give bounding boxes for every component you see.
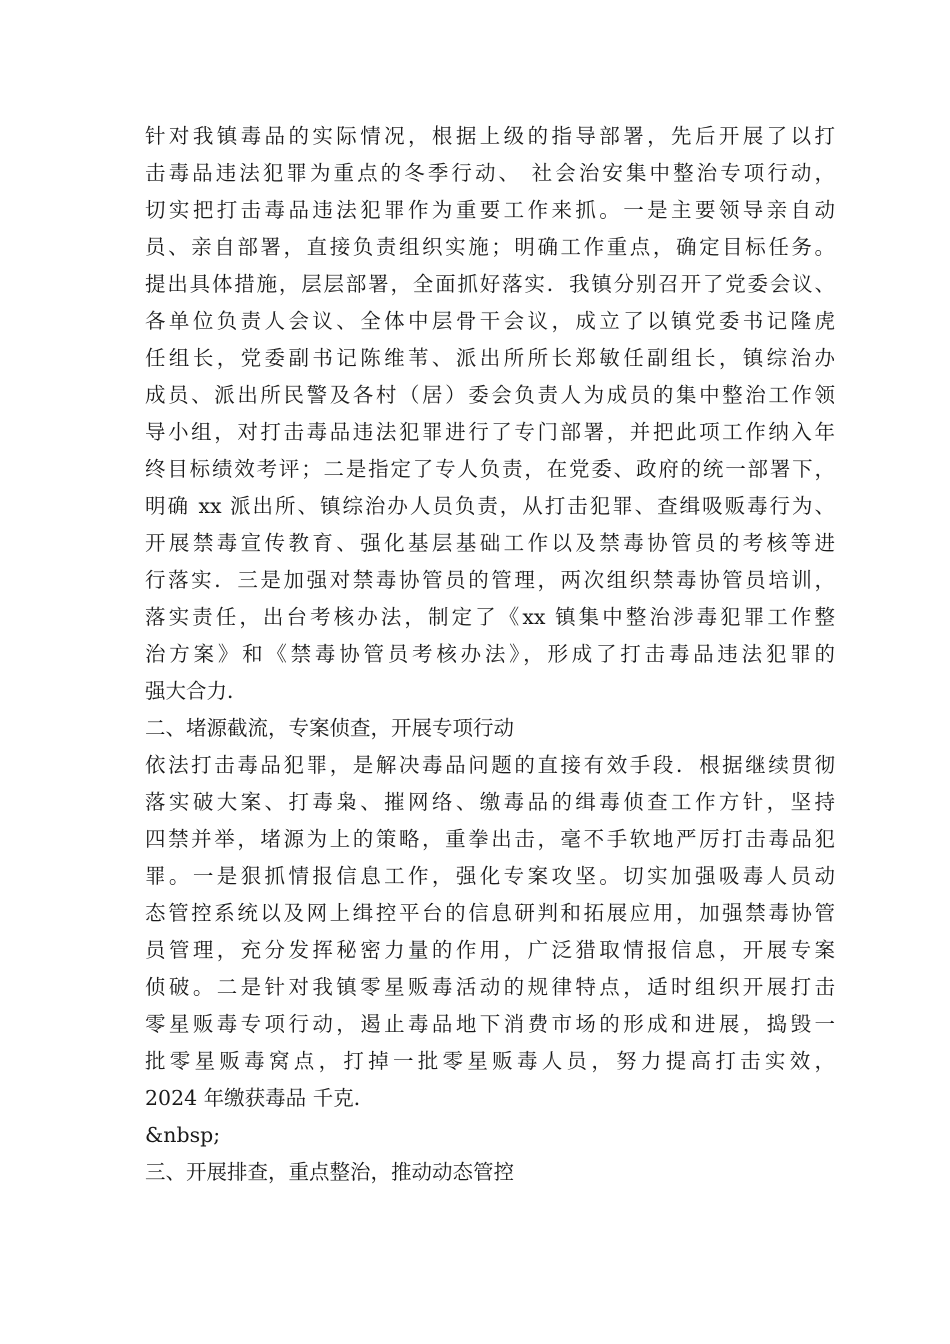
text-line: 行落实．三是加强对禁毒协管员的管理，两次组织禁毒协管员培训，: [145, 568, 835, 592]
text-line: 明确 xx 派出所、镇综治办人员负责，从打击犯罪、查缉吸贩毒行为、: [145, 494, 835, 518]
text-line: 侦破。二是针对我镇零星贩毒活动的规律特点，适时组织开展打击: [145, 975, 835, 999]
text-line: 零星贩毒专项行动，遏止毒品地下消费市场的形成和进展，捣毁一: [145, 1012, 835, 1036]
text-line: 终目标绩效考评；二是指定了专人负责，在党委、政府的统一部署下，: [145, 457, 835, 481]
text-line: 罪。一是狠抓情报信息工作，强化专案攻坚。切实加强吸毒人员动: [145, 864, 835, 888]
text-line: 各单位负责人会议、全体中层骨干会议，成立了以镇党委书记隆虎: [145, 309, 835, 333]
document-body: [145, 118, 835, 1191]
text-line: 强大合力．: [145, 679, 248, 703]
text-line: 开展禁毒宣传教育、强化基层基础工作以及禁毒协管员的考核等进: [145, 531, 835, 555]
text-line: 任组长，党委副书记陈维苇、派出所所长郑敏任副组长，镇综治办: [145, 346, 835, 370]
text-line: 员管理，充分发挥秘密力量的作用，广泛猎取情报信息，开展专案: [145, 938, 835, 962]
text-line: 四禁并举，堵源为上的策略，重拳出击，毫不手软地严厉打击毒品犯: [145, 827, 835, 851]
text-line: 治方案》和《禁毒协管员考核办法》，形成了打击毒品违法犯罪的: [145, 642, 835, 666]
section-heading: 二、堵源截流，专案侦查，开展专项行动: [145, 716, 514, 740]
text-line: 2024 年缴获毒品 千克．: [145, 1086, 375, 1110]
text-line: 击毒品违法犯罪为重点的冬季行动、 社会治安集中整治专项行动，: [145, 161, 835, 185]
text-line: 成员、派出所民警及各村（居）委会负责人为成员的集中整治工作领: [145, 383, 835, 407]
text-line: 针对我镇毒品的实际情况，根据上级的指导部署，先后开展了以打: [145, 124, 835, 148]
text-line: 依法打击毒品犯罪，是解决毒品问题的直接有效手段．根据继续贯彻: [145, 753, 835, 777]
text-line: 员、亲自部署，直接负责组织实施；明确工作重点，确定目标任务。: [145, 235, 835, 259]
section-heading: 三、开展排查，重点整治，推动动态管控: [145, 1160, 514, 1184]
text-line: 切实把打击毒品违法犯罪作为重要工作来抓。一是主要领导亲自动: [145, 198, 835, 222]
text-line: 批零星贩毒窝点，打掉一批零星贩毒人员，努力提高打击实效，: [145, 1049, 835, 1073]
text-line: 提出具体措施，层层部署，全面抓好落实．我镇分别召开了党委会议、: [145, 272, 835, 296]
text-line: 落实责任，出台考核办法，制定了《xx 镇集中整治涉毒犯罪工作整: [145, 605, 835, 629]
text-line: 导小组，对打击毒品违法犯罪进行了专门部署，并把此项工作纳入年: [145, 420, 835, 444]
text-line: 态管控系统以及网上缉控平台的信息研判和拓展应用，加强禁毒协管: [145, 901, 835, 925]
text-line: 落实破大案、打毒枭、摧网络、缴毒品的缉毒侦查工作方针，坚持: [145, 790, 835, 814]
text-line: &nbsp;: [145, 1123, 221, 1147]
